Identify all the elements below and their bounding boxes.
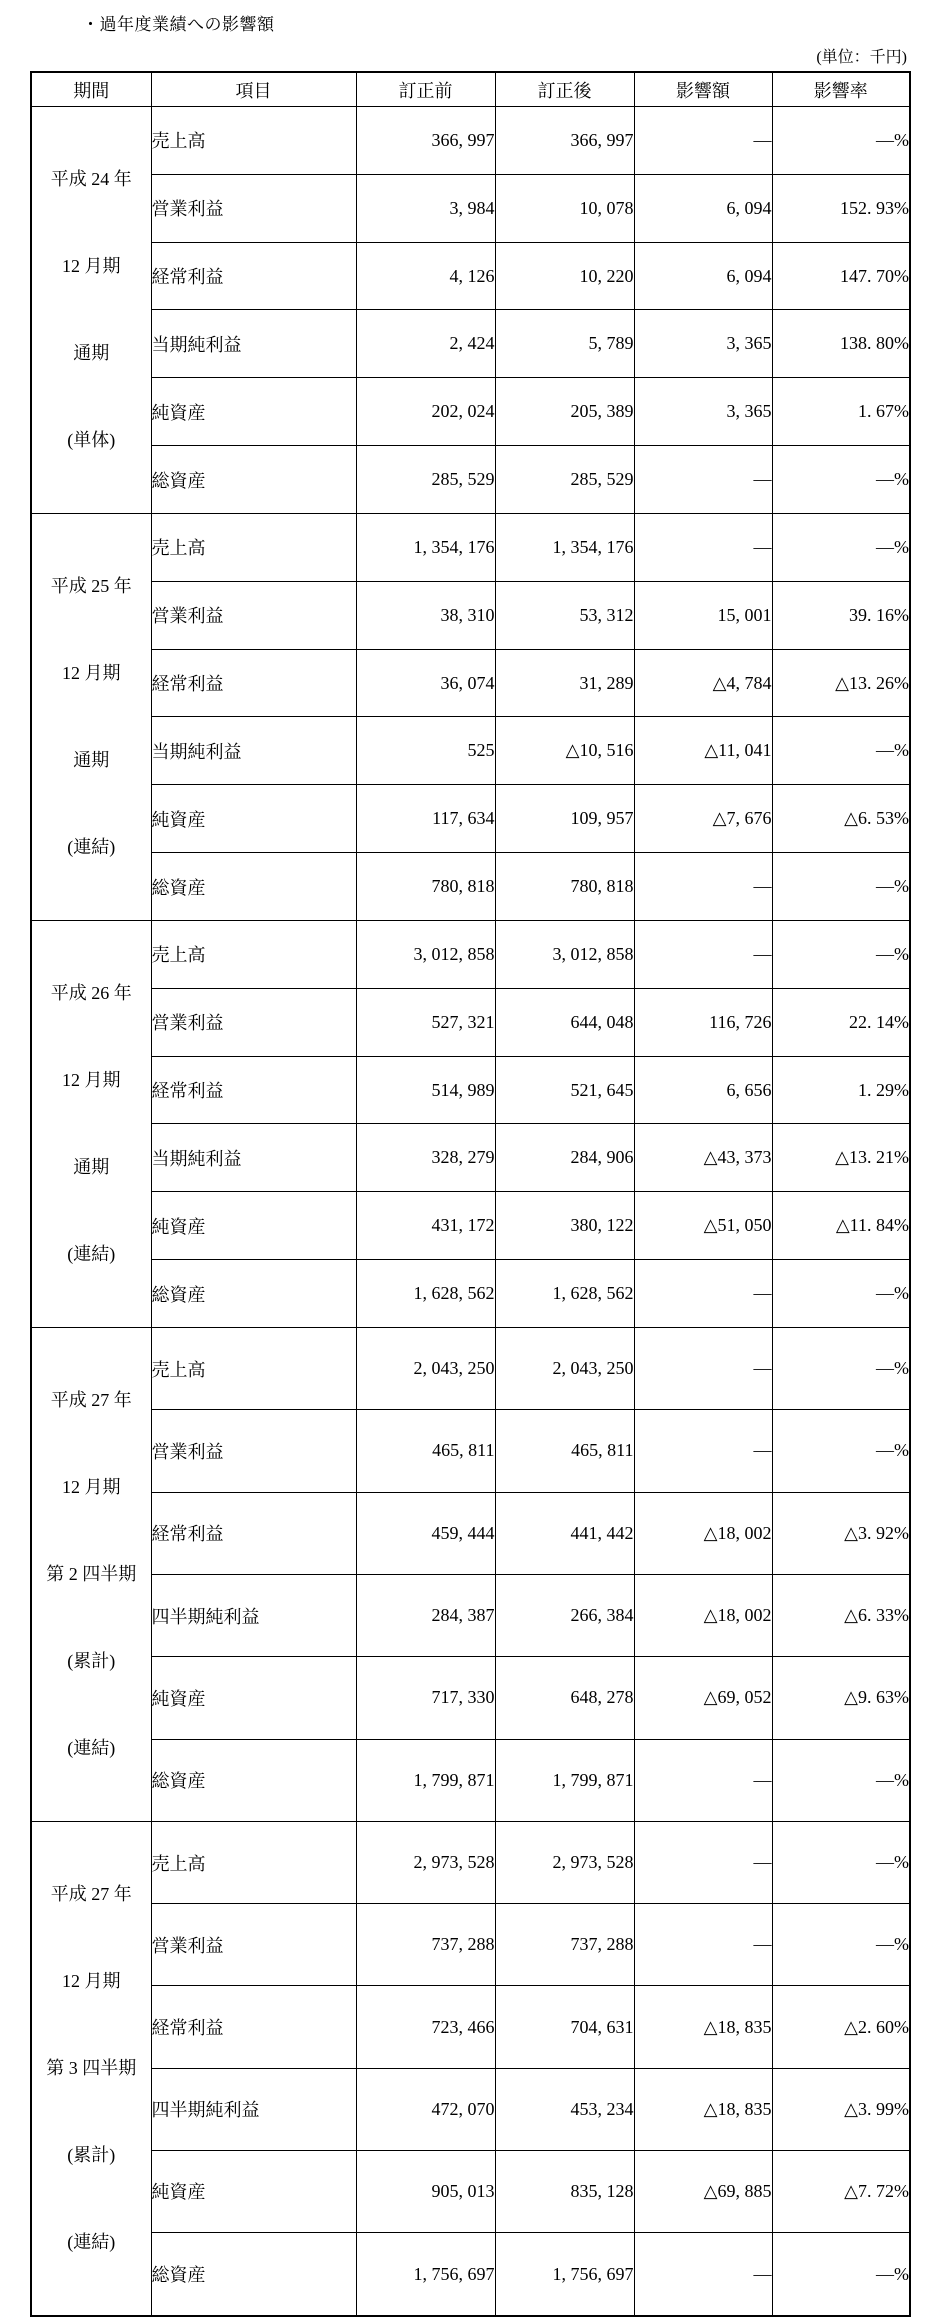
table-row bbox=[31, 107, 910, 175]
table-row bbox=[31, 1410, 910, 1492]
value-before-cell: 527, 321 bbox=[356, 988, 495, 1056]
header-before: 訂正前 bbox=[356, 72, 495, 107]
value-after-cell: 2, 973, 528 bbox=[495, 1822, 634, 1904]
value-after-cell: 380, 122 bbox=[495, 1192, 634, 1260]
impact-rate-cell: △11. 84% bbox=[772, 1192, 910, 1260]
value-before-cell: 905, 013 bbox=[356, 2150, 495, 2232]
unit-label: (単位：千円) bbox=[816, 49, 907, 66]
impact-rate-cell: △3. 92% bbox=[772, 1492, 910, 1574]
value-before-cell: 1, 628, 562 bbox=[356, 1260, 495, 1328]
period-line: 12 月期 bbox=[62, 256, 121, 276]
item-cell: 経常利益 bbox=[151, 1492, 356, 1574]
impact-rate-cell: 152. 93% bbox=[772, 174, 910, 242]
period-line: 12 月期 bbox=[62, 1477, 121, 1497]
impact-amount-cell: △69, 052 bbox=[634, 1657, 772, 1739]
impact-amount-cell: — bbox=[634, 514, 772, 582]
table-row bbox=[31, 1328, 910, 1410]
table-row bbox=[31, 310, 910, 378]
item-cell: 総資産 bbox=[151, 1739, 356, 1821]
impact-rate-cell: △7. 72% bbox=[772, 2150, 910, 2232]
table-row bbox=[31, 921, 910, 989]
impact-amount-cell: △18, 002 bbox=[634, 1492, 772, 1574]
value-before-cell: 2, 424 bbox=[356, 310, 495, 378]
page-title: ・過年度業績への影響額 bbox=[82, 15, 275, 34]
header-after: 訂正後 bbox=[495, 72, 634, 107]
value-after-cell: 53, 312 bbox=[495, 581, 634, 649]
value-before-cell: 780, 818 bbox=[356, 853, 495, 921]
impact-rate-cell: 22. 14% bbox=[772, 988, 910, 1056]
impact-rate-cell: —% bbox=[772, 1739, 910, 1821]
item-cell: 当期純利益 bbox=[151, 1124, 356, 1192]
period-line: 12 月期 bbox=[62, 1070, 121, 1090]
period-line: 第 2 四半期 bbox=[46, 1564, 137, 1584]
item-cell: 売上高 bbox=[151, 921, 356, 989]
impact-amount-cell: — bbox=[634, 921, 772, 989]
header-row bbox=[31, 72, 910, 107]
value-after-cell: 835, 128 bbox=[495, 2150, 634, 2232]
value-before-cell: 3, 984 bbox=[356, 174, 495, 242]
impact-amount-cell: 6, 656 bbox=[634, 1056, 772, 1124]
period-line: 12 月期 bbox=[62, 663, 121, 683]
item-cell: 総資産 bbox=[151, 853, 356, 921]
item-cell: 総資産 bbox=[151, 2233, 356, 2316]
impact-rate-cell: —% bbox=[772, 1328, 910, 1410]
value-before-cell: 4, 126 bbox=[356, 242, 495, 310]
item-cell: 当期純利益 bbox=[151, 717, 356, 785]
impact-rate-cell: —% bbox=[772, 2233, 910, 2316]
value-after-cell: 266, 384 bbox=[495, 1574, 634, 1656]
impact-rate-cell: —% bbox=[772, 853, 910, 921]
period-line: (連結) bbox=[67, 1738, 116, 1758]
impact-rate-cell: 147. 70% bbox=[772, 242, 910, 310]
period-cell bbox=[31, 1822, 151, 2317]
impact-rate-cell: —% bbox=[772, 1260, 910, 1328]
value-before-cell: 737, 288 bbox=[356, 1904, 495, 1986]
impact-rate-cell: △3. 99% bbox=[772, 2068, 910, 2150]
item-cell: 純資産 bbox=[151, 1192, 356, 1260]
table-row bbox=[31, 1492, 910, 1574]
item-cell: 総資産 bbox=[151, 1260, 356, 1328]
period-line: 平成 24 年 bbox=[50, 169, 132, 189]
item-cell: 純資産 bbox=[151, 378, 356, 446]
impact-rate-cell: —% bbox=[772, 446, 910, 514]
period-line: (単体) bbox=[67, 430, 116, 450]
value-after-cell: 5, 789 bbox=[495, 310, 634, 378]
header-period: 期間 bbox=[31, 72, 151, 107]
value-before-cell: 285, 529 bbox=[356, 446, 495, 514]
impact-amount-cell: △18, 835 bbox=[634, 2068, 772, 2150]
table-row bbox=[31, 2068, 910, 2150]
period-line: 平成 26 年 bbox=[50, 983, 132, 1003]
impact-amount-cell: 3, 365 bbox=[634, 378, 772, 446]
value-before-cell: 717, 330 bbox=[356, 1657, 495, 1739]
value-after-cell: 648, 278 bbox=[495, 1657, 634, 1739]
impact-amount-cell: △18, 835 bbox=[634, 1986, 772, 2068]
value-before-cell: 2, 043, 250 bbox=[356, 1328, 495, 1410]
value-before-cell: 525 bbox=[356, 717, 495, 785]
value-before-cell: 1, 756, 697 bbox=[356, 2233, 495, 2316]
value-before-cell: 472, 070 bbox=[356, 2068, 495, 2150]
value-before-cell: 465, 811 bbox=[356, 1410, 495, 1492]
table-row bbox=[31, 1056, 910, 1124]
table-row bbox=[31, 988, 910, 1056]
value-after-cell: 780, 818 bbox=[495, 853, 634, 921]
impact-table bbox=[30, 71, 911, 2317]
item-cell: 純資産 bbox=[151, 1657, 356, 1739]
impact-amount-cell: — bbox=[634, 1410, 772, 1492]
item-cell: 営業利益 bbox=[151, 1410, 356, 1492]
impact-rate-cell: 1. 29% bbox=[772, 1056, 910, 1124]
period-cell bbox=[31, 921, 151, 1328]
impact-rate-cell: △9. 63% bbox=[772, 1657, 910, 1739]
item-cell: 四半期純利益 bbox=[151, 1574, 356, 1656]
impact-rate-cell: △6. 53% bbox=[772, 785, 910, 853]
item-cell: 営業利益 bbox=[151, 174, 356, 242]
impact-rate-cell: —% bbox=[772, 107, 910, 175]
value-before-cell: 1, 799, 871 bbox=[356, 1739, 495, 1821]
table-row bbox=[31, 1739, 910, 1821]
item-cell: 売上高 bbox=[151, 1822, 356, 1904]
impact-amount-cell: — bbox=[634, 1260, 772, 1328]
table-row bbox=[31, 514, 910, 582]
table-row bbox=[31, 378, 910, 446]
period-line: 第 3 四半期 bbox=[46, 2058, 137, 2078]
table-row bbox=[31, 649, 910, 717]
period-cell bbox=[31, 1328, 151, 1822]
header-rate: 影響率 bbox=[772, 72, 910, 107]
impact-rate-cell: △6. 33% bbox=[772, 1574, 910, 1656]
table-row bbox=[31, 785, 910, 853]
impact-amount-cell: 116, 726 bbox=[634, 988, 772, 1056]
item-cell: 当期純利益 bbox=[151, 310, 356, 378]
header-amount: 影響額 bbox=[634, 72, 772, 107]
period-line: (連結) bbox=[67, 837, 116, 857]
value-after-cell: 1, 354, 176 bbox=[495, 514, 634, 582]
value-before-cell: 2, 973, 528 bbox=[356, 1822, 495, 1904]
impact-rate-cell: —% bbox=[772, 1410, 910, 1492]
item-cell: 営業利益 bbox=[151, 988, 356, 1056]
table-row bbox=[31, 1260, 910, 1328]
period-line: 平成 27 年 bbox=[50, 1390, 132, 1410]
value-after-cell: 1, 756, 697 bbox=[495, 2233, 634, 2316]
impact-rate-cell: —% bbox=[772, 921, 910, 989]
value-before-cell: 202, 024 bbox=[356, 378, 495, 446]
table-row bbox=[31, 853, 910, 921]
value-before-cell: 459, 444 bbox=[356, 1492, 495, 1574]
table-row bbox=[31, 1124, 910, 1192]
period-line: (累計) bbox=[67, 2145, 116, 2165]
value-after-cell: 465, 811 bbox=[495, 1410, 634, 1492]
impact-amount-cell: — bbox=[634, 1904, 772, 1986]
impact-amount-cell: 15, 001 bbox=[634, 581, 772, 649]
item-cell: 経常利益 bbox=[151, 1986, 356, 2068]
item-cell: 純資産 bbox=[151, 2150, 356, 2232]
value-after-cell: 109, 957 bbox=[495, 785, 634, 853]
impact-amount-cell: — bbox=[634, 2233, 772, 2316]
value-after-cell: 366, 997 bbox=[495, 107, 634, 175]
value-before-cell: 328, 279 bbox=[356, 1124, 495, 1192]
value-after-cell: 10, 078 bbox=[495, 174, 634, 242]
item-cell: 純資産 bbox=[151, 785, 356, 853]
value-after-cell: 704, 631 bbox=[495, 1986, 634, 2068]
value-before-cell: 38, 310 bbox=[356, 581, 495, 649]
value-before-cell: 514, 989 bbox=[356, 1056, 495, 1124]
value-before-cell: 36, 074 bbox=[356, 649, 495, 717]
value-after-cell: 31, 289 bbox=[495, 649, 634, 717]
period-line: 通期 bbox=[73, 343, 110, 363]
table-row bbox=[31, 1192, 910, 1260]
table-row bbox=[31, 2150, 910, 2232]
impact-amount-cell: — bbox=[634, 1739, 772, 1821]
value-after-cell: 453, 234 bbox=[495, 2068, 634, 2150]
impact-amount-cell: — bbox=[634, 107, 772, 175]
table-row bbox=[31, 581, 910, 649]
impact-rate-cell: △13. 26% bbox=[772, 649, 910, 717]
value-before-cell: 284, 387 bbox=[356, 1574, 495, 1656]
impact-amount-cell: △51, 050 bbox=[634, 1192, 772, 1260]
impact-amount-cell: — bbox=[634, 1328, 772, 1410]
period-line: 12 月期 bbox=[62, 1971, 121, 1991]
period-line: 平成 27 年 bbox=[50, 1884, 132, 1904]
impact-amount-cell: — bbox=[634, 853, 772, 921]
period-cell bbox=[31, 107, 151, 514]
value-after-cell: 644, 048 bbox=[495, 988, 634, 1056]
impact-amount-cell: △11, 041 bbox=[634, 717, 772, 785]
value-after-cell: 284, 906 bbox=[495, 1124, 634, 1192]
value-after-cell: 521, 645 bbox=[495, 1056, 634, 1124]
value-after-cell: 10, 220 bbox=[495, 242, 634, 310]
impact-rate-cell: —% bbox=[772, 717, 910, 785]
table-row bbox=[31, 2233, 910, 2316]
table-row bbox=[31, 174, 910, 242]
impact-rate-cell: △13. 21% bbox=[772, 1124, 910, 1192]
table-row bbox=[31, 1904, 910, 1986]
impact-amount-cell: △4, 784 bbox=[634, 649, 772, 717]
item-cell: 売上高 bbox=[151, 107, 356, 175]
period-line: 通期 bbox=[73, 1157, 110, 1177]
impact-amount-cell: 6, 094 bbox=[634, 174, 772, 242]
impact-amount-cell: 3, 365 bbox=[634, 310, 772, 378]
impact-rate-cell: △2. 60% bbox=[772, 1986, 910, 2068]
value-after-cell: 205, 389 bbox=[495, 378, 634, 446]
item-cell: 総資産 bbox=[151, 446, 356, 514]
item-cell: 四半期純利益 bbox=[151, 2068, 356, 2150]
value-after-cell: 3, 012, 858 bbox=[495, 921, 634, 989]
item-cell: 売上高 bbox=[151, 514, 356, 582]
period-line: (連結) bbox=[67, 2232, 116, 2252]
impact-rate-cell: —% bbox=[772, 1904, 910, 1986]
item-cell: 経常利益 bbox=[151, 649, 356, 717]
table-row bbox=[31, 1657, 910, 1739]
impact-rate-cell: 1. 67% bbox=[772, 378, 910, 446]
table-row bbox=[31, 242, 910, 310]
value-after-cell: 1, 799, 871 bbox=[495, 1739, 634, 1821]
period-line: (累計) bbox=[67, 1651, 116, 1671]
impact-rate-cell: 138. 80% bbox=[772, 310, 910, 378]
item-cell: 売上高 bbox=[151, 1328, 356, 1410]
table-row bbox=[31, 717, 910, 785]
value-after-cell: 285, 529 bbox=[495, 446, 634, 514]
table-row bbox=[31, 446, 910, 514]
period-line: (連結) bbox=[67, 1244, 116, 1264]
value-after-cell: 737, 288 bbox=[495, 1904, 634, 1986]
value-before-cell: 117, 634 bbox=[356, 785, 495, 853]
impact-amount-cell: △69, 885 bbox=[634, 2150, 772, 2232]
period-cell bbox=[31, 514, 151, 921]
period-line: 平成 25 年 bbox=[50, 576, 132, 596]
header-item: 項目 bbox=[151, 72, 356, 107]
item-cell: 営業利益 bbox=[151, 581, 356, 649]
table-row bbox=[31, 1822, 910, 1904]
value-before-cell: 1, 354, 176 bbox=[356, 514, 495, 582]
value-before-cell: 431, 172 bbox=[356, 1192, 495, 1260]
item-cell: 経常利益 bbox=[151, 1056, 356, 1124]
impact-amount-cell: △43, 373 bbox=[634, 1124, 772, 1192]
impact-amount-cell: 6, 094 bbox=[634, 242, 772, 310]
value-after-cell: 1, 628, 562 bbox=[495, 1260, 634, 1328]
impact-rate-cell: 39. 16% bbox=[772, 581, 910, 649]
value-after-cell: 2, 043, 250 bbox=[495, 1328, 634, 1410]
value-after-cell: 441, 442 bbox=[495, 1492, 634, 1574]
impact-amount-cell: △7, 676 bbox=[634, 785, 772, 853]
impact-rate-cell: —% bbox=[772, 514, 910, 582]
impact-amount-cell: — bbox=[634, 446, 772, 514]
value-before-cell: 723, 466 bbox=[356, 1986, 495, 2068]
table-row bbox=[31, 1986, 910, 2068]
impact-rate-cell: —% bbox=[772, 1822, 910, 1904]
item-cell: 営業利益 bbox=[151, 1904, 356, 1986]
impact-amount-cell: △18, 002 bbox=[634, 1574, 772, 1656]
table-row bbox=[31, 1574, 910, 1656]
item-cell: 経常利益 bbox=[151, 242, 356, 310]
period-line: 通期 bbox=[73, 750, 110, 770]
value-before-cell: 366, 997 bbox=[356, 107, 495, 175]
impact-amount-cell: — bbox=[634, 1822, 772, 1904]
value-after-cell: △10, 516 bbox=[495, 717, 634, 785]
value-before-cell: 3, 012, 858 bbox=[356, 921, 495, 989]
